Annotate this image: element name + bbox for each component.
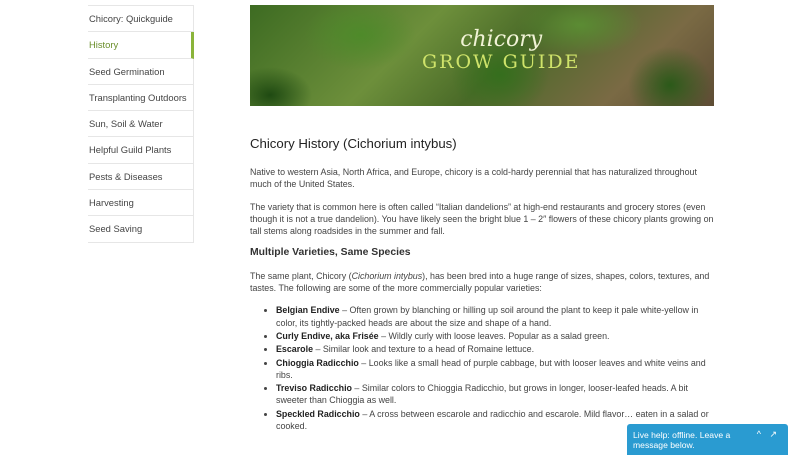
- list-item: [276, 330, 720, 342]
- sidebar-item-seed-germination[interactable]: Seed Germination: [88, 59, 194, 85]
- banner-title-line1: chicory: [460, 27, 543, 52]
- variety-desc: – Similar colors to Chioggia Radicchio, but grows in longer, looser-leafed heads. A bit sweeter than Chioggia as well.: [276, 383, 688, 406]
- sidebar-item-sun-soil-water[interactable]: Sun, Soil & Water: [88, 111, 194, 137]
- live-help-widget[interactable]: [627, 424, 788, 455]
- sidebar-item-quickguide[interactable]: Chicory: Quickguide: [88, 6, 194, 32]
- grow-guide-banner: [250, 5, 714, 106]
- variety-desc: – Looks like a small head of purple cabbage, but with looser leaves and white veins and ribs.: [276, 357, 706, 380]
- banner-title: [422, 29, 580, 73]
- list-item: [276, 343, 720, 355]
- page-title: Chicory History (Cichorium intybus): [250, 136, 457, 151]
- para3-text-a: The same plant, Chicory (: [250, 270, 352, 281]
- list-item: [276, 357, 720, 382]
- banner-title-line2: GROW GUIDE: [422, 51, 581, 73]
- chat-expand-icon[interactable]: ^ ↗: [756, 429, 780, 439]
- variety-desc: – A cross between escarole and radicchio and escarole. Mild flavor… eaten in a salad or cooked.: [276, 408, 709, 432]
- variety-name: Speckled Radicchio: [276, 408, 360, 419]
- variety-name: Belgian Endive: [276, 305, 340, 316]
- variety-name: Treviso Radicchio: [276, 383, 352, 394]
- paragraph-native: Native to western Asia, North Africa, and Europe, chicory is a cold-hardy perennial that has naturalized throughout much of the United States.: [250, 167, 697, 190]
- variety-name: Chioggia Radicchio: [276, 357, 359, 368]
- section-heading-varieties: Multiple Varieties, Same Species: [250, 247, 411, 259]
- sidebar-item-transplanting[interactable]: Transplanting Outdoors: [88, 85, 194, 111]
- variety-desc: – Wildly curly with loose leaves. Popular as a salad green.: [378, 330, 610, 341]
- sidebar-item-harvesting[interactable]: Harvesting: [88, 190, 194, 216]
- para3-text-b: ), has been bred into a huge range of sizes, shapes, colors, textures, and tastes. The following are some of the more commercially popular varieties:: [250, 270, 710, 294]
- list-item: [276, 304, 720, 329]
- list-item: [276, 382, 720, 407]
- para3-species: Cichorium intybus: [351, 270, 423, 281]
- variety-list: [250, 304, 720, 432]
- live-help-text: Live help: offline. Leave a message below.: [633, 430, 731, 450]
- variety-desc: – Often grown by blanching or hilling up soil around the plant to keep it pale white-yellow in color, its tightly-packed heads are about the size and shape of a hand.: [276, 305, 699, 328]
- variety-name: Escarole: [276, 344, 314, 355]
- sidebar-item-history[interactable]: History: [88, 32, 194, 58]
- paragraph-variety: The variety that is common here is often called “Italian dandelions” at high-end restaurants and grocery stores (even though it is not a true dandelion). You have likely seen the bright blue 1 – 2″ flowers of these chicory plants growing on tall stems along roadsides in the summer and fall.: [250, 201, 714, 237]
- sidebar-item-pests-diseases[interactable]: Pests & Diseases: [88, 164, 194, 190]
- sidebar-nav: [88, 5, 194, 243]
- sidebar-item-seed-saving[interactable]: Seed Saving: [88, 216, 194, 242]
- article-content: [250, 136, 720, 433]
- paragraph-bred: [250, 270, 720, 295]
- sidebar-item-guild-plants[interactable]: Helpful Guild Plants: [88, 137, 194, 163]
- variety-desc: – Similar look and texture to a head of Romaine lettuce.: [313, 344, 535, 355]
- variety-name: Curly Endive, aka Frisée: [276, 330, 379, 341]
